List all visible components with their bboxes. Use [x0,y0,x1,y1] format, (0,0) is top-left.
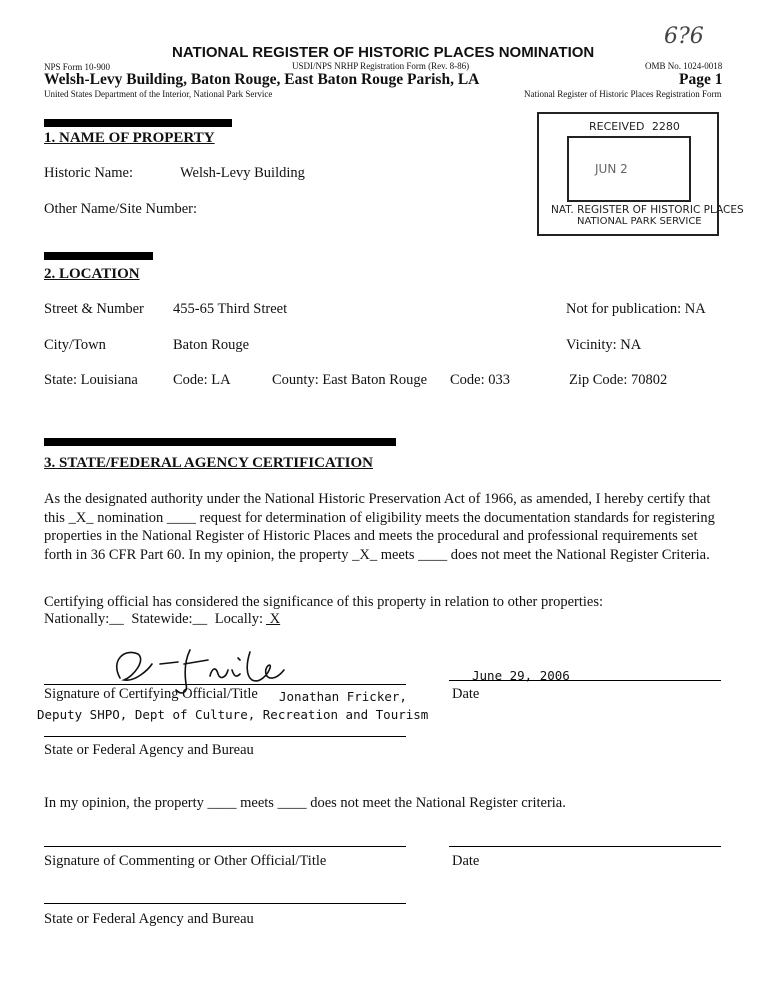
stamp-line-2: NATIONAL PARK SERVICE [577,216,702,227]
nps-form-number: NPS Form 10-900 [44,62,111,72]
street-value: 455-65 Third Street [173,301,288,317]
significance-levels: Nationally:__ Statewide:__ Locally: X [44,611,281,627]
historic-name-value: Welsh-Levy Building [180,165,305,181]
page-number: Page 1 [679,71,723,88]
stamp-line-1: NAT. REGISTER OF HISTORIC PLACES [551,204,744,216]
signatory-title: Deputy SHPO, Dept of Culture, Recreation and Tourism [37,707,429,722]
section-1-bar [44,119,232,127]
section-3-heading: 3. STATE/FEDERAL AGENCY CERTIFICATION [44,455,373,471]
section-2-bar [44,252,153,260]
opinion-line: In my opinion, the property ____ meets ____ does not meet the National Register criteria. [44,795,566,811]
city-value: Baton Rouge [173,337,250,353]
street-label: Street & Number [44,301,144,317]
county-code: Code: 033 [450,372,511,388]
stamp-date-box [567,136,691,202]
agency-label-2: State or Federal Agency and Bureau [44,911,254,927]
agency-line-2 [44,903,406,904]
city-label: City/Town [44,337,106,353]
state-code: Code: LA [173,372,231,388]
state-label: State: Louisiana [44,372,138,388]
section-1-heading: 1. NAME OF PROPERTY [44,130,215,146]
stamp-date: JUN 2 [595,162,628,176]
stamp-received: RECEIVED 2280 [589,120,680,133]
document-title: NATIONAL REGISTER OF HISTORIC PLACES NOMINATION [172,44,595,61]
historic-name-label: Historic Name: [44,165,133,181]
commenting-label: Signature of Commenting or Other Official/Title [44,853,327,869]
section-2-heading: 2. LOCATION [44,266,140,282]
received-stamp [537,112,744,236]
date-line [449,680,721,681]
vicinity: Vicinity: NA [566,337,642,353]
zip-code: Zip Code: 70802 [569,372,668,388]
signatory-name: Jonathan Fricker, [279,689,407,704]
agency-label: State or Federal Agency and Bureau [44,742,254,758]
department-label: United States Department of the Interior, National Park Service [44,89,273,99]
handwritten-number: 6?6 [664,24,704,49]
county: County: East Baton Rouge [272,372,428,388]
date-label: Date [452,686,480,702]
commenting-signature-line [44,846,406,847]
commenting-date-label: Date [452,853,480,869]
usdi-form-label: USDI/NPS NRHP Registration Form (Rev. 8-86) [292,61,470,71]
other-name-label: Other Name/Site Number: [44,201,198,217]
agency-line [44,736,406,737]
certification-paragraph: As the designated authority under the National Historic Preservation Act of 1966, as amended, I hereby certify that this _X_ nomination ____ request for determination of eligibility meets the documentation standards for registering properties in the National Register of Historic Places and meets the procedural and professional requirements set forth in 36 CFR Part 60. In my opinion, the property _X_ meets ____ does not meet the National Register Criteria. [44,491,715,563]
signature-date-value: June 29, 2006 [472,668,570,683]
commenting-date-line [449,846,721,847]
section-3-bar [44,438,396,446]
not-for-publication: Not for publication: NA [566,301,706,317]
signature-label: Signature of Certifying Official/Title [44,686,258,702]
property-header: Welsh-Levy Building, Baton Rouge, East Baton Rouge Parish, LA [44,71,480,88]
omb-number: OMB No. 1024-0018 [645,61,723,71]
significance-line: Certifying official has considered the significance of this property in relation to other properties: [44,594,604,610]
form-name-label: National Register of Historic Places Registration Form [524,89,722,99]
